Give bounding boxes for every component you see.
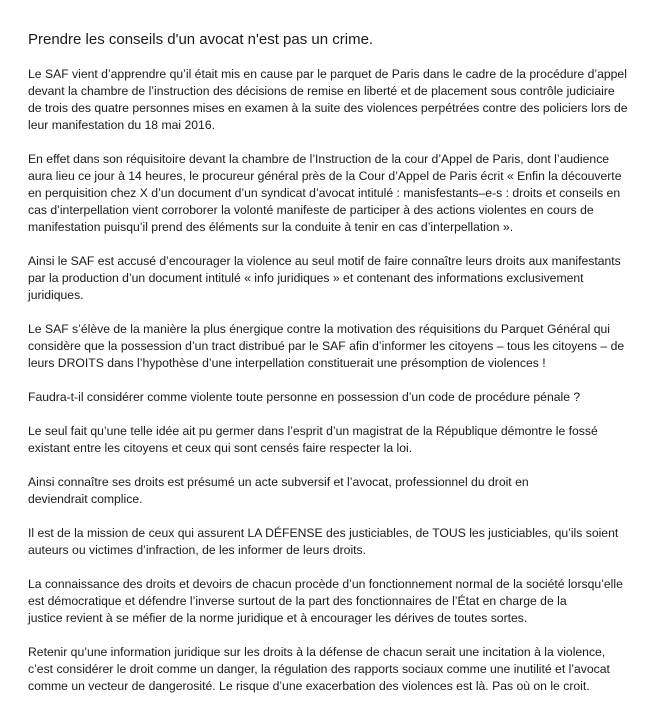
text-line: cas d’interpellation vient corroborer la volonté manifeste de participer à des actions violentes en cours de xyxy=(28,203,594,217)
text-line: devant la chambre de l’instruction des décisions de remise en liberté et de placement sous contrôle judiciaire xyxy=(28,84,615,98)
document-title: Prendre les conseils d'un avocat n'est pas un crime. xyxy=(28,31,374,48)
text-line: leur manifestation du 18 mai 2016. xyxy=(28,118,215,132)
text-line: c’est considérer le droit comme un danger, la régulation des rapports sociaux comme une inutilité et l’avocat xyxy=(28,662,610,676)
text-line: de trois des quatre personnes mises en examen à la suite des violences perpétrées contre des policiers lors de xyxy=(28,101,628,115)
text-line: par la production d’un document intitulé « info juridiques » et contenant des informations exclusivement xyxy=(28,271,584,285)
paragraph-3 xyxy=(28,253,640,304)
paragraph-5 xyxy=(28,389,640,406)
text-line: en perquisition chez X d’un document d’un syndicat d’avocat intitulé : manisfestants–e-s : droits et conseils en xyxy=(28,186,621,200)
text-line: Faudra-t-il considérer comme violente toute personne en possession d’un code de procédure pénale ? xyxy=(28,390,581,404)
text-line: comme un vecteur de dangerosité. Le risque d’une exacerbation des violences est là. Pas où on le croit. xyxy=(28,679,590,693)
text-line: aura lieu ce jour à 14 heures, le procureur général près de la Cour d’Appel de Paris écrit « Enfin la découverte xyxy=(28,169,622,183)
paragraph-7 xyxy=(28,474,640,508)
text-line: considère que la possession d’un tract distribué par le SAF afin d’informer les citoyens – tous les citoyens – de xyxy=(28,339,625,353)
text-line: Retenir qu’une information juridique sur les droits à la défense de chacun serait une incitation à la violence, xyxy=(28,645,606,659)
text-line: est démocratique et défendre l’inverse surtout de la part des fonctionnaires de l’État en charge de la xyxy=(28,594,567,608)
text-line: Le SAF s’élève de la manière la plus énergique contre la motivation des réquisitions du Parquet Général qui xyxy=(28,322,610,336)
text-line: La connaissance des droits et devoirs de chacun procède d’un fonctionnement normal de la société lorsqu’elle xyxy=(28,577,623,591)
text-line: leurs DROITS dans l’hypothèse d’une interpellation constituerait une présomption de violences ! xyxy=(28,356,546,370)
text-line: existant entre les citoyens et ceux qui sont censés faire respecter la loi. xyxy=(28,441,413,455)
text-line: En effet dans son réquisitoire devant la chambre de l’Instruction de la cour d’Appel de Paris, dont l’audience xyxy=(28,152,610,166)
paragraph-6 xyxy=(28,423,640,457)
paragraph-10 xyxy=(28,644,640,695)
text-line: Ainsi connaître ses droits est présumé un acte subversif et l’avocat, professionnel du droit en xyxy=(28,475,529,489)
text-line: auteurs ou victimes d’infraction, de les informer de leurs droits. xyxy=(28,543,367,557)
text-line: Il est de la mission de ceux qui assurent LA DÉFENSE des justiciables, de TOUS les justiciables, qu’ils soient xyxy=(28,526,619,540)
paragraph-2 xyxy=(28,151,640,236)
paragraph-9 xyxy=(28,576,640,627)
paragraph-1 xyxy=(28,66,640,134)
text-line: manifestation puisqu’il prend des éléments sur la conduite à tenir en cas d’interpellation ». xyxy=(28,220,514,234)
text-line: Le seul fait qu’une telle idée ait pu germer dans l’esprit d’un magistrat de la République démontre le fossé xyxy=(28,424,598,438)
text-line: deviendrait complice. xyxy=(28,492,143,506)
text-line: juridiques. xyxy=(28,288,84,302)
text-line: Ainsi le SAF est accusé d’encourager la violence au seul motif de faire connaître leurs droits aux manifestants xyxy=(28,254,621,268)
paragraph-8 xyxy=(28,525,640,559)
text-line: justice revient à se méfier de la norme juridique et à encourager les dérives de toutes sortes. xyxy=(28,611,528,625)
text-line: Le SAF vient d’apprendre qu’il était mis en cause par le parquet de Paris dans le cadre de la procédure d’appel xyxy=(28,67,627,81)
paragraph-4 xyxy=(28,321,640,372)
